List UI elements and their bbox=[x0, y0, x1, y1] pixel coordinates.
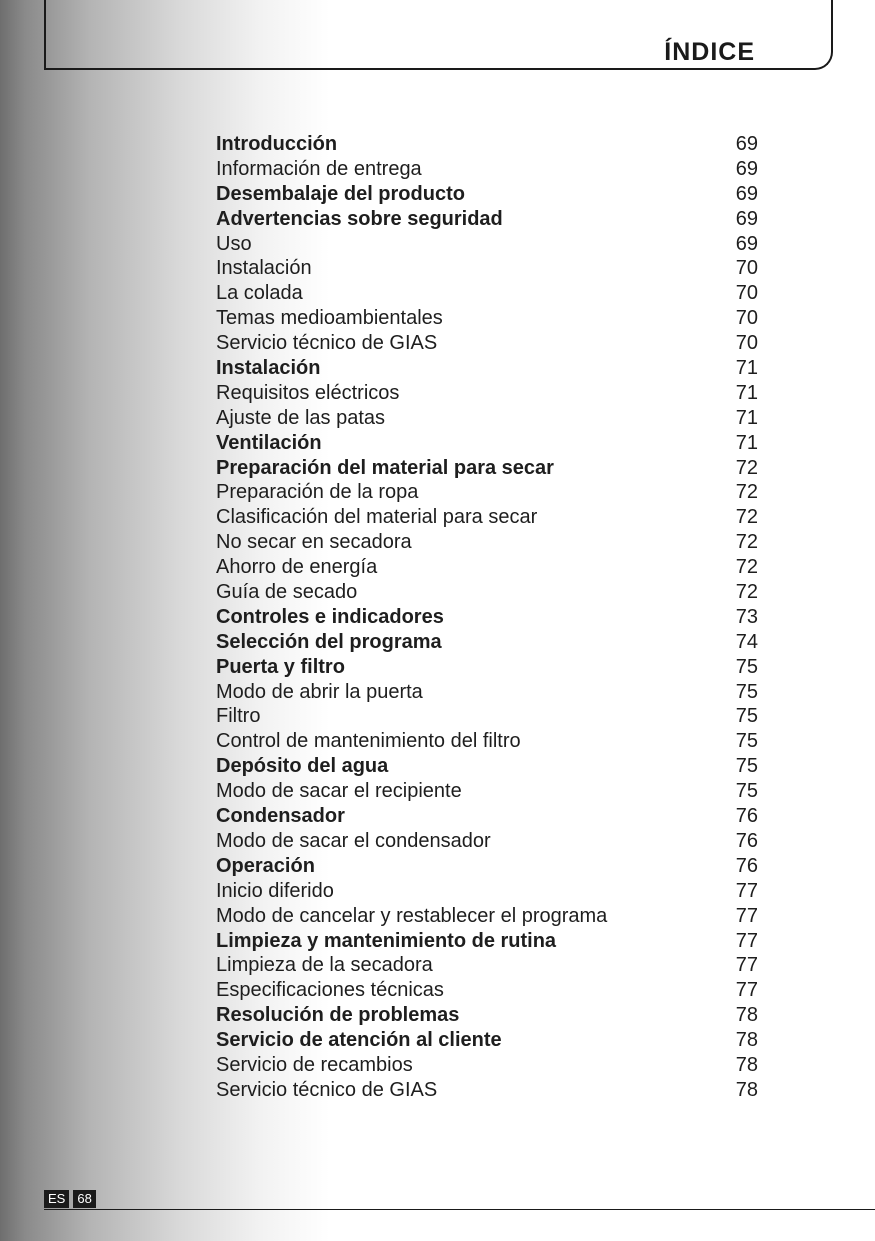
toc-entry-page: 71 bbox=[735, 357, 758, 380]
toc-entry-label: Ventilación bbox=[216, 431, 322, 454]
toc-entry-page: 73 bbox=[735, 605, 758, 628]
toc-entry-label: Servicio técnico de GIAS bbox=[216, 1078, 438, 1101]
toc-subsection-entry[interactable] bbox=[216, 779, 758, 804]
toc-subsection-entry[interactable] bbox=[216, 555, 758, 580]
toc-entry-page: 70 bbox=[735, 332, 758, 355]
toc-entry-label: Puerta y filtro bbox=[216, 655, 345, 678]
toc-subsection-entry[interactable] bbox=[216, 1053, 758, 1078]
toc-subsection-entry[interactable] bbox=[216, 381, 758, 406]
toc-subsection-entry[interactable] bbox=[216, 904, 758, 929]
toc-entry-page: 70 bbox=[735, 307, 758, 330]
toc-entry-label: Preparación de la ropa bbox=[216, 481, 419, 504]
toc-subsection-entry[interactable] bbox=[216, 256, 758, 281]
toc-entry-page: 74 bbox=[735, 630, 758, 653]
toc-subsection-entry[interactable] bbox=[216, 729, 758, 754]
toc-subsection-entry[interactable] bbox=[216, 281, 758, 306]
toc-entry-page: 76 bbox=[735, 854, 758, 877]
toc-entry-label: Control de mantenimiento del filtro bbox=[216, 730, 521, 753]
toc-section-entry[interactable] bbox=[216, 630, 758, 655]
toc-entry-label: Resolución de problemas bbox=[216, 1004, 460, 1027]
toc-entry-label: Temas medioambientales bbox=[216, 307, 443, 330]
toc-entry-page: 77 bbox=[735, 979, 758, 1002]
toc-entry-page: 75 bbox=[735, 780, 758, 803]
language-badge: ES bbox=[44, 1190, 69, 1208]
toc-section-entry[interactable] bbox=[216, 655, 758, 680]
toc-section-entry[interactable] bbox=[216, 1028, 758, 1053]
toc-entry-page: 78 bbox=[735, 1078, 758, 1101]
toc-entry-label: Servicio técnico de GIAS bbox=[216, 332, 438, 355]
toc-entry-label: Ajuste de las patas bbox=[216, 406, 385, 429]
toc-subsection-entry[interactable] bbox=[216, 704, 758, 729]
toc-entry-label: Modo de sacar el recipiente bbox=[216, 780, 462, 803]
toc-subsection-entry[interactable] bbox=[216, 505, 758, 530]
toc-entry-page: 72 bbox=[735, 531, 758, 554]
toc-section-entry[interactable] bbox=[216, 605, 758, 630]
toc-entry-label: Advertencias sobre seguridad bbox=[216, 207, 503, 230]
toc-entry-label: Filtro bbox=[216, 705, 261, 728]
toc-section-entry[interactable] bbox=[216, 132, 758, 157]
toc-entry-page: 75 bbox=[735, 755, 758, 778]
toc-entry-label: Desembalaje del producto bbox=[216, 182, 465, 205]
toc-entry-page: 71 bbox=[735, 381, 758, 404]
toc-subsection-entry[interactable] bbox=[216, 580, 758, 605]
toc-entry-label: Servicio de recambios bbox=[216, 1053, 413, 1076]
toc-entry-label: Clasificación del material para secar bbox=[216, 506, 538, 529]
toc-subsection-entry[interactable] bbox=[216, 530, 758, 555]
toc-entry-label: Instalación bbox=[216, 357, 321, 380]
toc-section-entry[interactable] bbox=[216, 754, 758, 779]
toc-subsection-entry[interactable] bbox=[216, 829, 758, 854]
toc-entry-page: 69 bbox=[735, 157, 758, 180]
toc-entry-label: Operación bbox=[216, 854, 315, 877]
toc-subsection-entry[interactable] bbox=[216, 1078, 758, 1103]
toc-entry-page: 78 bbox=[735, 1053, 758, 1076]
toc-entry-page: 75 bbox=[735, 730, 758, 753]
toc-entry-page: 71 bbox=[735, 431, 758, 454]
toc-section-entry[interactable] bbox=[216, 1003, 758, 1028]
toc-subsection-entry[interactable] bbox=[216, 157, 758, 182]
toc-entry-page: 72 bbox=[735, 556, 758, 579]
toc-section-entry[interactable] bbox=[216, 854, 758, 879]
toc-entry-label: Modo de sacar el condensador bbox=[216, 829, 491, 852]
toc-entry-page: 72 bbox=[735, 481, 758, 504]
toc-subsection-entry[interactable] bbox=[216, 879, 758, 904]
toc-entry-page: 72 bbox=[735, 581, 758, 604]
toc-entry-page: 69 bbox=[735, 232, 758, 255]
toc-entry-page: 77 bbox=[735, 929, 758, 952]
toc-entry-page: 78 bbox=[735, 1004, 758, 1027]
footer-divider bbox=[44, 1209, 875, 1210]
toc-entry-label: Información de entrega bbox=[216, 157, 422, 180]
toc-entry-label: Selección del programa bbox=[216, 630, 442, 653]
toc-entry-page: 78 bbox=[735, 1029, 758, 1052]
toc-subsection-entry[interactable] bbox=[216, 406, 758, 431]
toc-entry-label: Depósito del agua bbox=[216, 755, 389, 778]
toc-entry-label: Especificaciones técnicas bbox=[216, 979, 444, 1002]
toc-subsection-entry[interactable] bbox=[216, 953, 758, 978]
toc-entry-label: Introducción bbox=[216, 133, 338, 155]
toc-entry-label: Requisitos eléctricos bbox=[216, 381, 400, 404]
toc-entry-label: La colada bbox=[216, 282, 303, 305]
toc-entry-page: 75 bbox=[735, 655, 758, 678]
toc-section-entry[interactable] bbox=[216, 182, 758, 207]
toc-section-entry[interactable] bbox=[216, 804, 758, 829]
toc-entry-label: Inicio diferido bbox=[216, 879, 334, 902]
toc-entry-label: Modo de cancelar y restablecer el programa bbox=[216, 904, 608, 927]
toc-entry-page: 72 bbox=[735, 506, 758, 529]
toc-section-entry[interactable] bbox=[216, 207, 758, 232]
toc-subsection-entry[interactable] bbox=[216, 680, 758, 705]
toc-subsection-entry[interactable] bbox=[216, 480, 758, 505]
footer bbox=[44, 1190, 96, 1208]
toc-subsection-entry[interactable] bbox=[216, 306, 758, 331]
toc-entry-page: 70 bbox=[735, 257, 758, 280]
toc-subsection-entry[interactable] bbox=[216, 331, 758, 356]
toc-section-entry[interactable] bbox=[216, 431, 758, 456]
toc-entry-page: 75 bbox=[735, 680, 758, 703]
toc-entry-label: Condensador bbox=[216, 805, 345, 828]
toc-subsection-entry[interactable] bbox=[216, 978, 758, 1003]
toc-entry-label: Ahorro de energía bbox=[216, 556, 378, 579]
toc-section-entry[interactable] bbox=[216, 356, 758, 381]
toc-entry-label: Limpieza y mantenimiento de rutina bbox=[216, 929, 557, 952]
toc-section-entry[interactable] bbox=[216, 929, 758, 954]
toc-entry-label: Servicio de atención al cliente bbox=[216, 1029, 502, 1052]
toc-entry-page: 77 bbox=[735, 879, 758, 902]
toc-entry-page: 76 bbox=[735, 805, 758, 828]
toc-entry-page: 69 bbox=[735, 133, 758, 155]
toc-entry-page: 70 bbox=[735, 282, 758, 305]
toc-entry-page: 69 bbox=[735, 182, 758, 205]
toc-entry-label: Modo de abrir la puerta bbox=[216, 680, 423, 703]
toc-entry-label: Uso bbox=[216, 232, 252, 255]
toc-subsection-entry[interactable] bbox=[216, 232, 758, 257]
table-of-contents bbox=[216, 132, 758, 1103]
toc-entry-label: Limpieza de la secadora bbox=[216, 954, 433, 977]
toc-entry-page: 77 bbox=[735, 954, 758, 977]
toc-entry-page: 75 bbox=[735, 705, 758, 728]
page-number-badge: 68 bbox=[73, 1190, 95, 1208]
toc-entry-label: No secar en secadora bbox=[216, 531, 412, 554]
toc-entry-label: Preparación del material para secar bbox=[216, 456, 554, 479]
page-title: ÍNDICE bbox=[664, 38, 755, 66]
toc-entry-page: 69 bbox=[735, 207, 758, 230]
toc-entry-label: Guía de secado bbox=[216, 581, 358, 604]
toc-entry-label: Instalación bbox=[216, 257, 312, 280]
toc-entry-page: 72 bbox=[735, 456, 758, 479]
toc-section-entry[interactable] bbox=[216, 456, 758, 481]
toc-entry-label: Controles e indicadores bbox=[216, 605, 444, 628]
toc-entry-page: 71 bbox=[735, 406, 758, 429]
toc-entry-page: 76 bbox=[735, 829, 758, 852]
toc-entry-page: 77 bbox=[735, 904, 758, 927]
